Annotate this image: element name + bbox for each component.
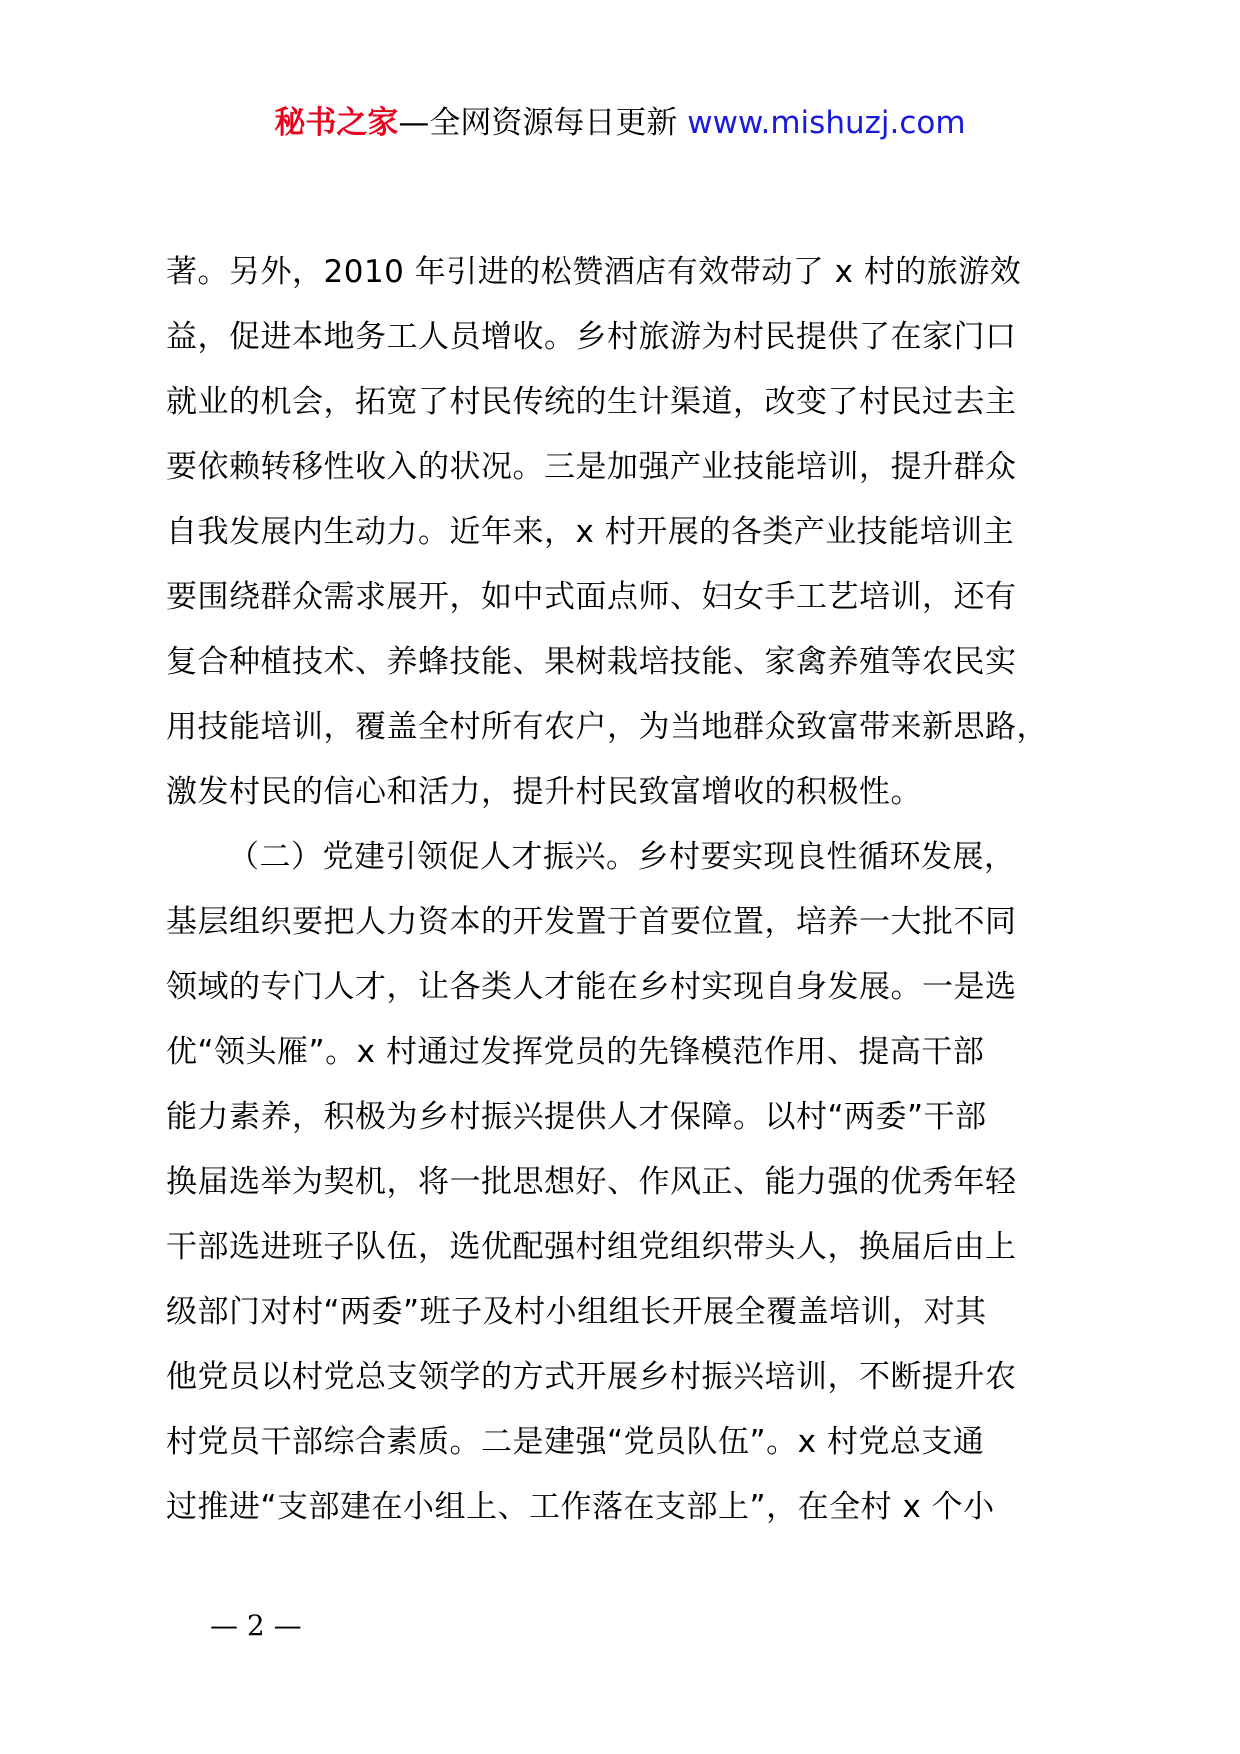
text-line: 能力素养，积极为乡村振兴提供人才保障。以村“两委”干部 bbox=[166, 1099, 987, 1135]
text-line: 领域的专门人才，让各类人才能在乡村实现自身发展。一是选 bbox=[166, 969, 1017, 1005]
text-line: 激发村民的信心和活力，提升村民致富增收的积极性。 bbox=[166, 774, 922, 810]
text-line: 用技能培训，覆盖全村所有农户，为当地群众致富带来新思路， bbox=[166, 709, 1048, 745]
text-line: 过推进“支部建在小组上、工作落在支部上”，在全村 x 个小 bbox=[166, 1489, 995, 1525]
page-number: — 2 — bbox=[210, 1609, 302, 1642]
text-line: 要依赖转移性收入的状况。三是加强产业技能培训，提升群众 bbox=[166, 449, 1017, 485]
text-line: 就业的机会，拓宽了村民传统的生计渠道，改变了村民过去主 bbox=[166, 384, 1017, 420]
text-line: 复合种植技术、养蜂技能、果树栽培技能、家禽养殖等农民实 bbox=[166, 644, 1017, 680]
text-line: 级部门对村“两委”班子及村小组组长开展全覆盖培训，对其 bbox=[166, 1294, 987, 1330]
text-line: 村党员干部综合素质。二是建强“党员队伍”。x 村党总支通 bbox=[166, 1424, 985, 1460]
text-line: 要围绕群众需求展开，如中式面点师、妇女手工艺培训，还有 bbox=[166, 579, 1017, 615]
text-line: 干部选进班子队伍，选优配强村组党组织带头人，换届后由上 bbox=[166, 1229, 1017, 1265]
text-line: 优“领头雁”。x 村通过发挥党员的先锋模范作用、提高干部 bbox=[166, 1034, 985, 1070]
section-heading-line: （二）党建引领促人才振兴。乡村要实现良性循环发展， bbox=[228, 839, 1016, 875]
site-brand: 秘书之家 bbox=[274, 105, 399, 141]
text-line: 他党员以村党总支领学的方式开展乡村振兴培训，不断提升农 bbox=[166, 1359, 1017, 1395]
text-line: 换届选举为契机，将一批思想好、作风正、能力强的优秀年轻 bbox=[166, 1164, 1017, 1200]
site-url[interactable]: www.mishuzj.com bbox=[687, 105, 966, 141]
text-line: 基层组织要把人力资本的开发置于首要位置，培养一大批不同 bbox=[166, 904, 1017, 940]
site-tagline: —全网资源每日更新 bbox=[398, 105, 688, 141]
text-line: 著。另外，2010 年引进的松赞酒店有效带动了 x 村的旅游效 bbox=[166, 254, 1022, 290]
site-header bbox=[0, 100, 1240, 146]
text-line: 益，促进本地务工人员增收。乡村旅游为村民提供了在家门口 bbox=[166, 319, 1017, 355]
document-body bbox=[166, 240, 1106, 1540]
text-line: 自我发展内生动力。近年来，x 村开展的各类产业技能培训主 bbox=[166, 514, 1015, 550]
